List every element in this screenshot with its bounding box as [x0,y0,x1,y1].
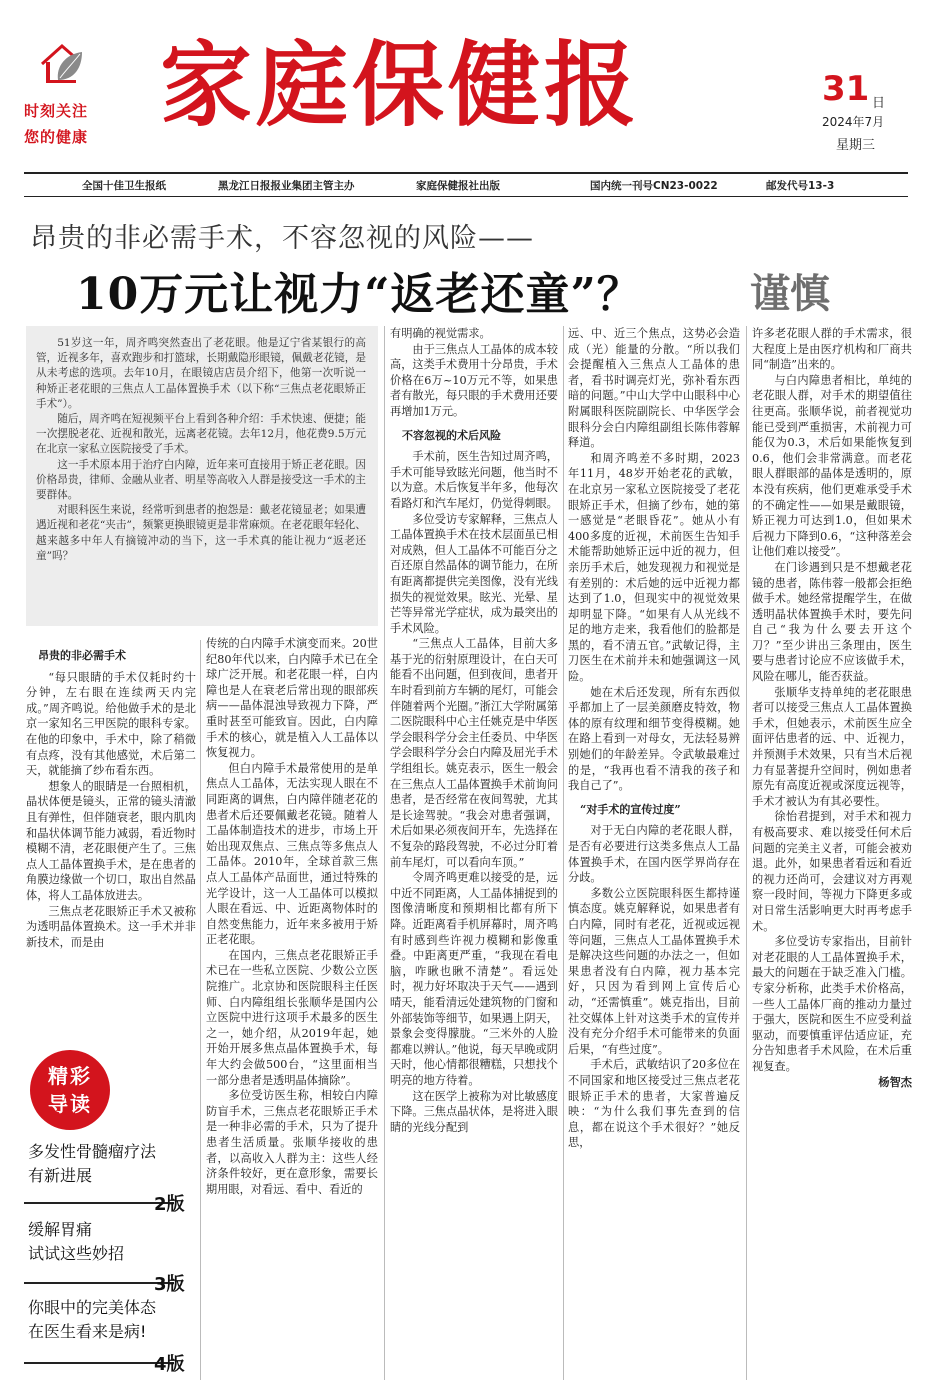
body-paragraph: 令周齐鸣更难以接受的是，远中近不同距离，人工晶体捕捉到的图像清晰度和预期相比都有所下降。近距离看手机屏幕时，周齐鸣有时感到些许视力模糊和影像重叠。中距离更严重，“我现在看电脑，咋瞅也瞅不清楚”。看远处时，视力好坏取决于天气——遇到晴天，能看清远处建筑物的门窗和外部装饰等细节，如果遇上阴天，景象会变得朦胧。“三米外的人脸都难以辨认。”他说，每天早晚或阴天时，他心情都很糟糕，只想找个明亮的地方待着。 [390,871,558,1087]
article-column-2 [206,636,378,1372]
digest-item-line-1: 多发性骨髓瘤疗法 [28,1142,157,1161]
house-leaf-logo [38,40,88,88]
info-postal-code: 邮发代号13-3 [766,180,835,192]
digest-item[interactable] [28,1140,198,1188]
headline-caution-word: 谨慎 [750,271,830,317]
body-paragraph: 在国内，三焦点老花眼矫正手术已在一些私立医院、少数公立医院推广。北京协和医院眼科主任医师、白内障组组长张顺华是国内公立医院中进行这项手术最多的医生之一，她介绍，从2019年起，她开始开展多焦点晶体置换手术，每年大约会做500台，“这里面相当一部分患者是透明晶体摘除”。 [206,948,378,1087]
body-paragraph: 张顺华支持单纯的老花眼患者可以接受三焦点人工晶体置换手术，但她表示，术前医生应全面评估患者的远、中、近视力，并预测手术效果，只有当术后视力有显著提升空间时，例如患者原先有高度近视或深度远视等，手术才被认为有其必要性。 [752,685,912,808]
issue-day-label: 日 [872,96,886,111]
digest-underline [24,1362,174,1364]
article-headline: 10万元让视力“返老还童”？ [76,269,642,320]
digest-underline [24,1282,174,1284]
digest-item-line-2: 试试这些妙招 [28,1244,125,1263]
intro-paragraph: 这一手术原本用于治疗白内障，近年来可直接用于矫正老花眼。因价格昂贵，律师、金融从业者、明星等高收入人群是接受这一手术的主要群体。 [36,458,366,502]
masthead-title: 家庭保健报 [160,32,641,139]
article-author: 杨智杰 [878,1074,912,1089]
body-paragraph: 远、中、近三个焦点，这势必会造成（光）能量的分散。“所以我们会提醒植入三焦点人工晶体的患者，看书时调亮灯光，弥补看东西暗的问题。”中山大学中山眼科中心附属眼科医院副院长、中华医学会眼科分会白内障组副组长陈伟蓉解释道。 [568,327,740,450]
digest-badge-line-2: 导读 [48,1092,92,1116]
digest-item[interactable] [28,1296,198,1344]
digest-item-line-2: 在医生看来是病! [28,1322,147,1341]
body-paragraph: 有明确的视觉需求。 [390,327,491,340]
column-divider [200,640,201,1380]
body-paragraph: 许多老花眼人群的手术需求，很大程度上是由医疗机构和厂商共同“制造”出来的。 [752,327,912,372]
digest-edition: 3版 [154,1274,185,1295]
article-column-5 [752,326,912,1376]
intro-paragraph: 随后，周齐鸣在短视频平台上看到各种介绍：手术快速、便捷；能一次摆脱老花、近视和散光，远离老花镜。去年12月，他花费9.5万元在北京一家私立医院接受了手术。 [36,413,366,456]
digest-item-line-1: 你眼中的完美体态 [28,1298,157,1317]
info-issn: 国内统一刊号CN23-0022 [590,180,718,192]
info-award: 全国十佳卫生报纸 [82,180,166,192]
digest-item-line-1: 缓解胃痛 [28,1220,93,1239]
body-paragraph: “每只眼睛的手术仅耗时约十分钟，左右眼在连续两天内完成。”周齐鸣说。给他做手术的是北京一家知名三甲医院的眼科专家。在他的印象中，手术中，除了稍微有点疼，没有其他感觉，术后第二天，就能摘了纱布看东西。 [26,670,196,778]
body-paragraph: 想象人的眼睛是一台照相机，晶状体便是镜头，正常的镜头清澈且有弹性，但伴随衰老，眼内肌肉和晶状体调节能力减弱，看近物时模糊不清，老花眼便产生了。三焦点人工晶体置换手术，是在患者的角膜边缘做一个切口，取出自然晶体，将人工晶体放进去。 [26,779,196,902]
body-paragraph: 多数公立医院眼科医生都持谨慎态度。姚克解释说，如果患者有白内障，同时有老花，近视或远视等问题，三焦点人工晶体置换手术是解决这些问题的办法之一，但如果患者没有白内障，视力基本完好，只因为看到网上宣传后心动，“还需慎重”。姚克指出，目前社交媒体上针对这类手术的宣传并没有充分介绍手术可能带来的负面后果，“有些过度”。 [568,886,740,1056]
body-paragraph: 这在医学上被称为对比敏感度下降。三焦点晶状体，是将进入眼睛的光线分配到 [390,1089,558,1134]
body-paragraph: 在门诊遇到只是不想戴老花镜的患者，陈伟蓉一般都会拒绝做手术。她经常提醒学生，在做透明晶状体置换手术时，要先问自己“我为什么要去开这个刀？”至少讲出三条理由，医生要与患者讨论应不应该做手术，风险在哪儿，能否获益。 [752,560,912,684]
digest-edition: 2版 [154,1194,185,1215]
body-paragraph: 手术前，医生告知过周齐鸣，手术可能导致眩光问题，他当时不以为意。术后恢复半年多，他每次看路灯和汽车尾灯，仍觉得刺眼。 [390,450,558,510]
subheading-overpromotion: “对手术的宣传过度” [580,802,681,816]
subheading-expensive-surgery: 昂贵的非必需手术 [38,649,126,662]
column-divider [563,326,564,1380]
body-paragraph: 与白内障患者相比，单纯的老花眼人群，对手术的期望值往往更高。张顺华说，前者视觉功能已受到严重损害，术前视力可能仅为0.3，术后如果能恢复到0.6，他们会非常满意。而老花眼人群眼部的晶体是透明的，原本没有疾病，他们更难承受手术的不确定性——如果是戴眼镜，矫正视力可达到1.0，但如果术后视力下降到0.6，“这种落差会让他们难以接受”。 [752,373,912,559]
slogan-line-2: 您的健康 [24,128,89,146]
slogan-line-1: 时刻关注 [24,102,89,120]
digest-item-line-2: 有新进展 [28,1166,93,1185]
intro-paragraph: 51岁这一年，周齐鸣突然查出了老花眼。他是辽宁省某银行的高管，近视多年，喜欢跑步和打篮球，长期戴隐形眼镜，佩戴老花镜，是从未考虑的选项。去年10月，在眼镜店店员介绍下，他第一次听说一种矫正老花眼的三焦点人工晶体置换手术（以下称“三焦点老花眼矫正手术”）。 [36,337,366,410]
body-paragraph: 由于三焦点人工晶体的成本较高，这类手术费用十分昂贵，手术价格在6万~10万元不等，如果患者有散光，每只眼的手术费用还要再增加1万元。 [390,342,558,418]
digest-item[interactable] [28,1218,198,1266]
issue-year-month: 2024年7月 [822,115,885,129]
body-paragraph: “三焦点人工晶体，目前大多基于光的衍射原理设计，在白天可能看不出问题，但到夜间，患者开车时看到前方车辆的尾灯，可能会伴随着两个光圈。”浙江大学附属第二医院眼科中心主任姚克是中华医学会眼科学分会主任委员、中华医学会眼科学分会白内障及屈光手术学组组长。姚克表示，医生一般会在三焦点人工晶体置换手术前询问患者，是否经常在夜间驾驶，尤其是长途驾驶。“我会对患者强调，术后如果必须夜间开车，先选择在不复杂的路段驾驶，不必过分盯着前车尾灯，可以看向车顶。” [390,637,558,869]
digest-badge-line-1: 精彩 [48,1064,92,1088]
body-paragraph: 她在术后还发现，所有东西似乎都加上了一层美颜磨皮特效，物体的原有纹理和细节变得模糊。她在路上看到一对母女，无法轻易辨别她们的年龄差异。令武敏最难过的是，“我再也看不清我的孩子和我自己了”。 [568,685,740,793]
publication-info-bar [24,176,908,194]
article-column-1 [26,646,196,1038]
info-publisher: 家庭保健报社出版 [416,180,500,192]
column-divider [384,326,385,1380]
subheading-postop-risk: 不容忽视的术后风险 [402,428,501,442]
article-column-4 [568,326,740,1372]
issue-weekday: 星期三 [836,138,876,153]
article-column-3 [390,326,558,1372]
digest-badge [30,1050,110,1130]
info-sponsor: 黑龙江日报报业集团主管主办 [218,180,355,192]
body-paragraph: 多位受访医生称，相较白内障防盲手术，三焦点老花眼矫正手术是一种非必需的手术，只为了提升患者生活质量。张顺华接收的患者，以高收入人群为主：这些人经济条件较好，更在意形象，需要长期用眼，对看远、看中、看近的 [206,1089,378,1196]
body-paragraph: 徐怡君提到，对手术和视力有极高要求、难以接受任何术后问题的完美主义者，可能会被劝退。此外，如果患者看远和看近的视力还尚可，会建议对方再观察一段时间，等视力下降更多或对日常生活影响更大时再考虑手术。 [752,810,912,933]
column-divider [746,326,747,1380]
digest-underline [24,1202,174,1204]
body-paragraph: 多位受访专家解释，三焦点人工晶体置换手术在技术层面虽已相对成熟，但人工晶体不可能百分之百还原自然晶体的调节能力，在所有距离都提供完美图像，没有光线损失的视觉效果。眩光、光晕、星芒等异常光学症状，成为最突出的手术风险。 [390,512,558,635]
body-paragraph: 手术后，武敏结识了20多位在不同国家和地区接受过三焦点老花眼矫正手术的患者，大家普遍反映：“为什么我们事先查到的信息，都在说这个手术很好？”她反思， [568,1058,740,1150]
intro-paragraph: 对眼科医生来说，经常听到患者的抱怨是：戴老花镜显老；如果遭遇近视和老花“夹击”，频繁更换眼镜更是非常麻烦。在老花眼年轻化、越来越多中年人有摘镜冲动的当下，这一手术真的能让视力“返老还童”吗？ [36,504,366,562]
digest-edition: 4版 [154,1354,185,1375]
body-paragraph: 三焦点老花眼矫正手术又被称为透明晶体置换术。这一手术并非新技术，而是由 [26,904,196,949]
header-rule-top [24,172,908,174]
issue-day: 31 [822,69,870,109]
body-paragraph: 多位受访专家指出，目前针对老花眼的人工晶体置换手术，最大的问题在于缺乏准入门槛。专家分析称，此类手术价格高，一些人工晶体厂商的推动力量过于强大，医院和医生不应受利益驱动，而要慎重评估适应证，充分告知患者手术风险，在术后重视复查。 [752,935,912,1073]
body-paragraph: 但白内障手术最常使用的是单焦点人工晶体，无法实现人眼在不同距离的调焦，白内障伴随老花的患者术后还要佩戴老花镜。随着人工晶体制造技术的进步，市场上开始出现双焦点、三焦点等多焦点人工晶体。2010年，全球首款三焦点人工晶体产品面世，通过特殊的光学设计，这一人工晶体可以模拟人眼在看远、中、近距离物体时的自然变焦能力，近年来多被用于矫正老花眼。 [206,761,378,947]
header-rule-bottom [24,196,908,197]
article-kicker: 昂贵的非必需手术，不容忽视的风险—— [30,223,534,254]
article-intro-box [26,326,378,626]
body-paragraph: 和周齐鸣差不多时期，2023年11月，48岁开始老花的武敏，在北京另一家私立医院接受了老花眼矫正手术，但摘了纱布，她的第一感觉是“老眼昏花”。她从小有400多度的近视，术前医生告知手术能帮助她矫正远中近的视力，但亲历手术后，她发现视力和视觉是有差别的：术后她的远中近视力都达到了1.0，但现实中的视觉效果却明显下降。“如果有人从光线不足的地方走来，我看他们的脸都是黑的，看不清五官。”武敏记得，主刀医生在术前并未和她强调这一风险。 [568,451,740,684]
body-paragraph: 对于无白内障的老花眼人群，是否有必要进行这类多焦点人工晶体置换手术，在国内医学界尚存在分歧。 [568,824,740,885]
body-paragraph: 传统的白内障手术演变而来。20世纪80年代以来，白内障手术已在全球广泛开展。和老花眼一样，白内障也是人在衰老后常出现的眼部疾病——晶体混浊导致视力下降，严重时甚至可能致盲。因此，白内障手术的核心，就是植入人工晶体以恢复视力。 [206,637,378,760]
